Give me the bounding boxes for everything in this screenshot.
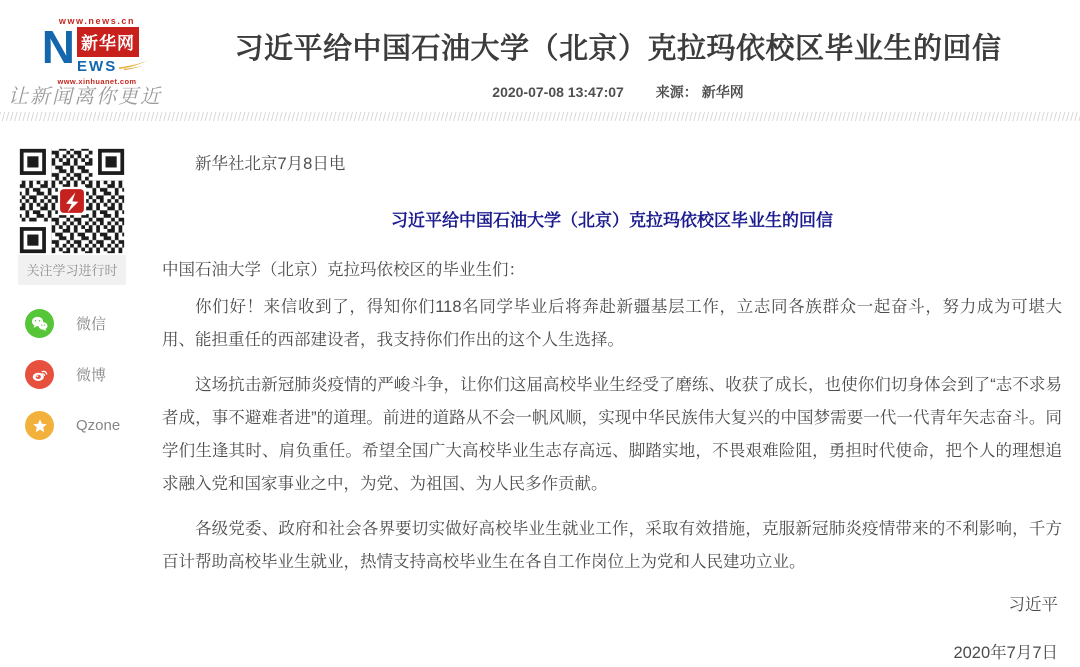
qr-card bbox=[18, 147, 126, 285]
source-label: 来源： bbox=[655, 84, 698, 100]
article-meta bbox=[168, 82, 1068, 102]
logo-url-bottom: www.xinhuanet.com bbox=[57, 77, 137, 86]
logo-slogan: 让新闻离你更近 bbox=[8, 84, 162, 108]
qr-caption: 关注学习进行时 bbox=[18, 255, 126, 285]
logo-right-block bbox=[77, 27, 152, 75]
share-wechat-button[interactable] bbox=[25, 309, 128, 338]
source-name: 新华网 bbox=[701, 84, 744, 100]
page-title: 习近平给中国石油大学（北京）克拉玛依校区毕业生的回信 bbox=[234, 33, 1002, 65]
sidebar bbox=[18, 147, 128, 667]
article-body bbox=[162, 147, 1062, 667]
qr-finder-bottom-left bbox=[18, 221, 52, 255]
xinhua-logo[interactable] bbox=[34, 16, 160, 86]
header bbox=[0, 0, 1080, 112]
qr-code bbox=[18, 147, 126, 255]
source bbox=[656, 84, 744, 100]
logo-ews-row bbox=[77, 58, 152, 75]
share-qzone-label: Qzone bbox=[76, 417, 121, 434]
share-weibo-button[interactable] bbox=[25, 360, 128, 389]
logo-letters-ews: EWS bbox=[77, 58, 118, 75]
publish-time: 2020-07-08 13:47:07 bbox=[492, 84, 624, 100]
header-center bbox=[168, 26, 1068, 102]
qr-finder-top-left bbox=[18, 147, 52, 181]
weibo-icon bbox=[25, 360, 54, 389]
hatched-divider bbox=[0, 112, 1080, 121]
salutation: 中国石油大学（北京）克拉玛依校区的毕业生们： bbox=[162, 261, 525, 279]
logo-letter-n: N bbox=[41, 21, 76, 73]
article-inner-title: 习近平给中国石油大学（北京）克拉玛依校区毕业生的回信 bbox=[391, 211, 833, 230]
dateline: 新华社北京7月8日电 bbox=[195, 155, 346, 173]
qzone-star-icon bbox=[25, 411, 54, 440]
wechat-icon bbox=[25, 309, 54, 338]
logo-url-top: www.news.cn bbox=[58, 16, 136, 26]
paragraph-2: 这场抗击新冠肺炎疫情的严峻斗争，让你们这届高校毕业生经受了磨练、收获了成长，也使你们切身体会到了“志不求易者成，事不避难者进”的道理。前进的道路从不会一帆风顺，实现中华民族伟大复兴的中国梦需要一代一代青年矢志奋斗。同学们生逢其时、肩负重任。希望全国广大高校毕业生志存高远、脚踏实地，不畏艰难险阻，勇担时代使命，把个人的理想追求融入党和国家事业之中，为党、为祖国、为人民多作贡献。 bbox=[162, 376, 1062, 493]
share-panel bbox=[18, 309, 128, 440]
paragraph-1: 你们好！来信收到了，得知你们118名同学毕业后将奔赴新疆基层工作，立志同各族群众一起奋斗，努力成为可堪大用、能担重任的西部建设者，我支持你们作出的这个人生选择。 bbox=[162, 298, 1062, 349]
share-weibo-label: 微博 bbox=[76, 367, 107, 384]
signature-date: 2020年7月7日 bbox=[953, 644, 1058, 662]
share-qzone-button[interactable] bbox=[25, 411, 128, 440]
logo-chinese-name: 新华网 bbox=[77, 27, 139, 57]
gold-swoosh-icon bbox=[118, 58, 152, 71]
share-wechat-label: 微信 bbox=[76, 316, 107, 333]
paragraph-3: 各级党委、政府和社会各界要切实做好高校毕业生就业工作，采取有效措施，克服新冠肺炎疫情带来的不利影响，千方百计帮助高校毕业生就业，热情支持高校毕业生在各自工作岗位上为党和人民建功立业。 bbox=[162, 520, 1062, 571]
signature: 习近平 bbox=[1008, 596, 1058, 614]
main-area bbox=[0, 121, 1080, 667]
qr-center-logo bbox=[58, 187, 86, 215]
qr-finder-top-right bbox=[92, 147, 126, 181]
